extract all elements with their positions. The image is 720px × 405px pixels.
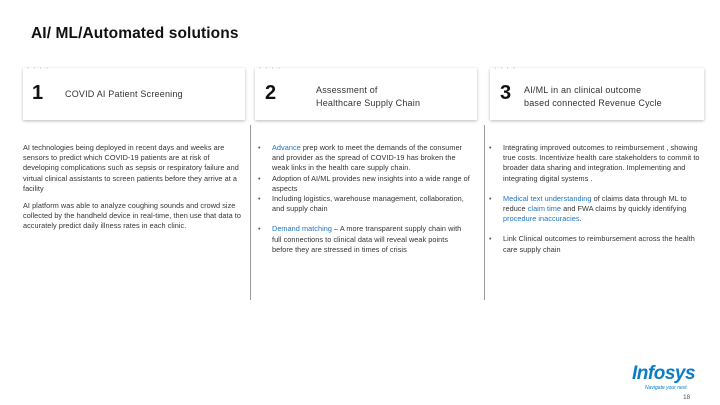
column-3-body (489, 143, 701, 255)
card-header-3 (490, 65, 704, 120)
highlight-text: claim time (527, 204, 562, 214)
list-item (489, 194, 701, 225)
bullet-text: . (579, 214, 582, 224)
list-item (258, 143, 470, 174)
slide-title: AI/ ML/Automated solutions (31, 25, 239, 42)
corner-dots-decoration: · · · · (259, 65, 282, 72)
card-header-2 (255, 65, 477, 120)
column-divider (250, 125, 251, 300)
card-heading-2-line2: Healthcare Supply Chain (316, 98, 421, 108)
list-item (489, 143, 701, 184)
bullet-text: and FWA claims by quickly identifying (561, 204, 687, 214)
column-1-body (23, 143, 245, 239)
column-2-body (258, 143, 470, 255)
bullet-text: of claims data through ML to reduce (503, 193, 687, 214)
card-heading-2-line1: Assessment of (316, 85, 378, 95)
column-1-paragraph: AI technologies being deployed in recent days and weeks are sensors to predict which COVID-19 patients are at risk of developing complications such as sepsis or respiratory failure and virtual clinical assistants to screen patients before they arrive at a facility (23, 143, 239, 193)
corner-dots-decoration: · · · · (27, 65, 50, 72)
highlight-text: procedure inaccuracies (503, 214, 580, 224)
column-1-paragraph: AI platform was able to analyze coughing sounds and crowd size collected by the handheld device in real-time, then use that data to accurately predict daily illness rates in each clinic. (23, 201, 241, 231)
highlight-text: Advance (272, 143, 301, 152)
highlight-text: Demand matching (272, 224, 332, 234)
card-heading-3-line2: based connected Revenue Cycle (524, 98, 662, 108)
highlight-text: Medical text understanding (503, 193, 592, 203)
card-heading-3-line1: AI/ML in an clinical outcome (524, 85, 642, 95)
bullet-text: – A more transparent supply chain with full connections to clinical data will reveal weak points before they are stressed in times of crisis (272, 224, 462, 254)
corner-dots-decoration: · · · · (494, 65, 517, 72)
page-number: 18 (683, 394, 691, 401)
bullet-text: Integrating improved outcomes to reimbursement , showing true costs. Incentivize health care stakeholders to commit to broader data sharing and integration. Implementing and integrating digital systems . (503, 143, 700, 183)
card-number-1: 1 (32, 82, 44, 104)
list-item (258, 224, 470, 255)
column-divider (484, 125, 485, 300)
bullet-text: Link Clinical outcomes to reimbursement across the health care supply chain (503, 234, 695, 254)
bullet-text: prep work to meet the demands of the consumer and provider as the spread of COVID-19 has broken the weak links in the health care supply chain. (272, 143, 463, 173)
list-item (258, 194, 470, 214)
infosys-logo: Infosys (632, 363, 696, 384)
card-number-2: 2 (265, 82, 277, 104)
list-item (489, 234, 701, 254)
card-heading-1: COVID AI Patient Screening (65, 89, 183, 99)
bullet-text: Including logistics, warehouse management, collaboration, and supply chain (272, 194, 464, 214)
list-item (258, 174, 470, 194)
card-number-3: 3 (500, 82, 512, 104)
bullet-text: Adoption of AI/ML provides new insights into a wide range of aspects (272, 173, 470, 193)
logo-tagline: Navigate your next (645, 385, 687, 391)
card-header-1 (23, 65, 245, 120)
